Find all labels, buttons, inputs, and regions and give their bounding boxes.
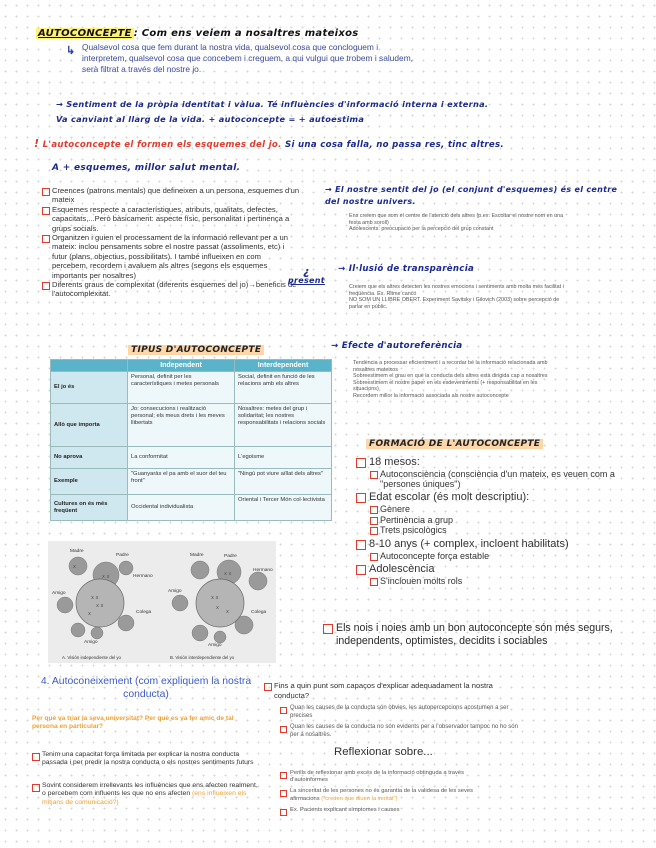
checkbox-icon bbox=[32, 753, 40, 761]
stage-label: 18 mesos: bbox=[369, 456, 420, 468]
diagram-caption-a: A. Visión independiente del yo bbox=[62, 655, 121, 660]
bullet-text: Organitzen i guien el processament de la informació rellevant per a un mateix: inclou pensaments sobre el nostre passat (assoliments, etc) i futur (plans, objectius, possibilitats). I també influeixen en com percebem, recordem i avaluem als altres (segons els esquemes importants per nosaltres) bbox=[52, 233, 288, 280]
reflect-text: Perills de reflexionar amb excés de la informació obtinguda a través d'autoinformes bbox=[290, 770, 464, 784]
checkbox-icon bbox=[42, 282, 50, 290]
annotation-word: present bbox=[288, 276, 325, 285]
intro-arrow-icon: ↳ bbox=[66, 45, 76, 57]
svg-text:x x: x x bbox=[224, 571, 232, 577]
illusion-heading: → Il·lusió de transparència bbox=[338, 264, 475, 274]
stage-item bbox=[356, 491, 646, 504]
formacio-conclusion bbox=[323, 622, 641, 647]
list-item bbox=[42, 186, 304, 205]
tipus-table-wrap bbox=[50, 359, 332, 521]
selfref-heading: → Efecte d'autoreferència bbox=[331, 341, 463, 351]
explain-question-text: Fins a quin punt som capaços d'explicar adequadament la nostra conducta? bbox=[274, 681, 493, 700]
selfref-text-4: Recordem millor la informació associada als nostre autoconcepte bbox=[353, 392, 509, 399]
diagram-label-right: Amigo bbox=[208, 643, 222, 648]
table-row bbox=[51, 469, 332, 495]
checkbox-icon bbox=[370, 527, 378, 535]
checkbox-icon bbox=[42, 188, 50, 196]
bullet-text: Esquemes respecte a característiques, atributs, qualitats, defectes, capacitats,...Però bàsicament: aspecte físic, personalitat i pertinença a grups socials. bbox=[52, 204, 290, 233]
diagram-label-left: Madre bbox=[70, 549, 84, 554]
table-cell: La conformitat bbox=[128, 447, 235, 469]
table-row-header: El jo és bbox=[51, 372, 128, 404]
reflect-heading: Reflexionar sobre... bbox=[334, 746, 433, 758]
stage-item bbox=[356, 538, 646, 551]
table-cell: "Ningú pot viure aïllat dels altres" bbox=[235, 469, 332, 495]
list-item bbox=[32, 751, 258, 768]
checkbox-icon bbox=[42, 235, 50, 243]
checkbox-icon bbox=[264, 683, 272, 691]
diagram-label-left: Padre bbox=[116, 553, 129, 558]
stage-subitem bbox=[370, 551, 646, 562]
checkbox-icon bbox=[280, 790, 287, 797]
checkbox-icon bbox=[280, 707, 287, 714]
checkbox-icon bbox=[370, 553, 378, 561]
checkbox-icon bbox=[32, 784, 40, 792]
stage-label: 8-10 anys (+ complex, incloent habilitats) bbox=[369, 537, 569, 550]
svg-text:x: x bbox=[216, 605, 219, 611]
stage-subitem bbox=[370, 576, 646, 587]
diagram-label-right: Padre bbox=[224, 554, 237, 559]
bullet-text: Creences (patrons mentals) que defineixen a un persona, esquemes d'un mateix bbox=[52, 186, 300, 205]
orange-note: ("creuen que diuen la veritat") bbox=[321, 795, 398, 802]
diagram-label-left: Amigo bbox=[52, 591, 66, 596]
stage-subitem bbox=[370, 469, 646, 489]
table-cell: Nosaltres: metes del grup i solidaritat; les nostres responsabilitats i relacions socials bbox=[235, 404, 332, 447]
diagram-label-right: Hermano bbox=[253, 568, 273, 573]
stage-sub-label: S'inclouen molts rols bbox=[380, 576, 463, 586]
illusion-text-2: NO SOM UN LLIBRE OBERT. Experiment Savitsky i Gilovich (2003) sobre percepció de parlar en públic. bbox=[349, 297, 560, 310]
table-row-header: Cultures on és més freqüent bbox=[51, 495, 128, 521]
checkbox-icon bbox=[356, 540, 366, 550]
title-main: AUTOCONCEPTE bbox=[38, 28, 132, 39]
checkbox-icon bbox=[356, 565, 366, 575]
note-schemes-red: L'autoconcepte el formen els esquemes del jo. bbox=[42, 140, 282, 150]
table-row bbox=[51, 495, 332, 521]
table-cell: Oriental i Tercer Món col·lectivista bbox=[235, 495, 332, 521]
center-text-2: Adolescents: preocupació per la percepció del grup constant bbox=[349, 226, 494, 233]
note-identity-line1: → Sentiment de la pròpia identitat i vàlua. Té influències d'informació interna i externa. bbox=[56, 99, 489, 109]
svg-text:x x: x x bbox=[211, 595, 219, 601]
schemes-heading: A + esquemes, millor salut mental. bbox=[52, 163, 241, 173]
explain-subs bbox=[280, 705, 520, 739]
checkbox-icon bbox=[356, 493, 366, 503]
checkbox-icon bbox=[356, 458, 366, 468]
list-item bbox=[42, 233, 304, 280]
note-schemes bbox=[34, 137, 634, 150]
note-identity bbox=[56, 97, 616, 127]
intro-text: Qualsevol cosa que fem durant la nostra vida, qualsevol cosa que concloguem i interpretem, qualsevol cosa que concebem i creguem, a qui vulgui que trobem i saludem, serà filtrat a través del nostre jo. bbox=[82, 42, 413, 74]
section4-title: 4. Autoconeixement (com expliquem la nostra conducta) bbox=[40, 676, 252, 700]
center-text-1: Ens creiem que som el centre de l'atenció dels altres (p.ex. Escoltar el nostre nom en una festa amb soroll) bbox=[349, 213, 564, 226]
diagram-label-right: Colega bbox=[251, 610, 267, 615]
section4-question: Per què va triar la seva universitat? Per què es va fer amic de tal persona en particular? bbox=[32, 715, 234, 731]
reflect-items bbox=[280, 770, 480, 816]
illusion-text bbox=[349, 284, 569, 310]
bullet-text: Diferents graus de complexitat (diferents esquemes del jo)→beneficis de l'autocomplexitat. bbox=[52, 280, 297, 299]
stage-subitem bbox=[370, 515, 646, 526]
diagram-svg bbox=[48, 541, 276, 663]
sub-text: Quan les causes de la conducta no són evidents per a l'observador tampoc no ho són per a nosaltres. bbox=[290, 724, 518, 738]
svg-text:x x: x x bbox=[96, 603, 104, 609]
checkbox-icon bbox=[280, 809, 287, 816]
note-schemes-blue: Si una cosa falla, no passa res, tinc altres. bbox=[284, 140, 504, 150]
section4-bullets bbox=[32, 751, 258, 807]
illusion-text-1: Creiem que els altres detecten les nostres emocions i sentiments amb molta més facilitat i freqüència. Ex. Ritme cancó bbox=[349, 284, 564, 297]
tipus-heading: TIPUS D'AUTOCONCEPTE bbox=[128, 345, 264, 355]
list-item bbox=[280, 724, 520, 739]
bullet-text: Sovint considerem irrellevants les influències que ens afecten realment, o percebem com influents les que no ens afecten bbox=[42, 781, 258, 798]
stage-subitem bbox=[370, 525, 646, 536]
reflect-text: Ex. Pacients explicant símptomes i causes bbox=[290, 806, 400, 813]
checkbox-icon bbox=[370, 506, 378, 514]
reflect-text: La sinceritat de les persones no és garantia de la validesa de les seves afirmacions bbox=[290, 788, 474, 802]
svg-text:x x: x x bbox=[91, 595, 99, 601]
diagram-label-left: Colega bbox=[136, 610, 152, 615]
table-row bbox=[51, 447, 332, 469]
table-cell: Jo: consecucions i realització personal; els meus drets i les meves llibertats bbox=[128, 404, 235, 447]
formacio-list bbox=[356, 456, 646, 587]
table-row bbox=[51, 372, 332, 404]
diagram-label-left: Hermano bbox=[133, 574, 153, 579]
sub-text: Quan les causes de la conducta són òbvies, les autopercepcions acostumen a ser precises bbox=[290, 705, 509, 719]
stage-label: Edat escolar (és molt descriptiu): bbox=[369, 491, 530, 503]
table-row-header: Exemple bbox=[51, 469, 128, 495]
table-cell: Social, definit en funció de les relacions amb els altres bbox=[235, 372, 332, 404]
diagram-label-right: Amigo bbox=[168, 589, 182, 594]
diagram-caption-b: B. Visión interdependiente del yo bbox=[170, 655, 235, 660]
checkbox-icon bbox=[370, 471, 378, 479]
stage-sub-label: Autoconcepte força estable bbox=[380, 550, 490, 561]
table-header bbox=[51, 360, 128, 372]
checkbox-icon bbox=[280, 726, 287, 733]
list-item bbox=[32, 782, 258, 807]
table-header: Independent bbox=[128, 360, 235, 372]
stage-sub-label: Trets psicològics bbox=[380, 525, 447, 535]
selfref-text-2: Sobreestimem el grau en què la conducta dels altres està dirigida cap a nosaltres bbox=[353, 373, 548, 380]
list-item bbox=[280, 807, 480, 816]
svg-text:x x: x x bbox=[102, 574, 110, 580]
center-text bbox=[349, 213, 571, 233]
checkbox-icon bbox=[42, 207, 50, 215]
orange-note: (ens influeixen els mitjans de comunicació?) bbox=[42, 790, 247, 806]
note-identity-line2: Va canviant al llarg de la vida. + autoconcepte = + autoestima bbox=[56, 114, 365, 124]
table-row bbox=[51, 404, 332, 447]
table-cell: L'egoisme bbox=[235, 447, 332, 469]
table-row-header: No aprova bbox=[51, 447, 128, 469]
warning-icon: ! bbox=[34, 137, 40, 150]
table-cell: "Guanyaràs el pa amb el suor del teu front" bbox=[128, 469, 235, 495]
stage-item bbox=[356, 563, 646, 576]
list-item bbox=[42, 280, 304, 299]
table-cell: Occidental individualista bbox=[128, 495, 235, 521]
left-bullets bbox=[42, 186, 304, 299]
diagram-label-right: Madre bbox=[190, 553, 204, 558]
list-item bbox=[280, 705, 520, 720]
formacio-heading: FORMACIÓ DE L'AUTOCONCEPTE bbox=[366, 439, 543, 449]
selfref-text-3: Sobreestimem el nostre paper en els esdeveniments (+ responsabilitat en les situacions) bbox=[353, 379, 538, 393]
tipus-table bbox=[50, 359, 332, 521]
table-header: Interdependent bbox=[235, 360, 332, 372]
diagram-label-left: Amigo bbox=[84, 640, 98, 645]
selfref-text bbox=[353, 360, 563, 400]
table-cell: Personal, definit per les característiques i metes personals bbox=[128, 372, 235, 404]
page-title bbox=[36, 28, 359, 39]
explain-question bbox=[264, 681, 524, 701]
annotation-question: ¿ bbox=[303, 265, 310, 278]
stage-sub-label: Pertinència a grup bbox=[380, 514, 454, 525]
svg-text:x: x bbox=[226, 609, 229, 615]
center-heading: → El nostre sentit del jo (el conjunt d'esquemes) és el centre del nostre univers. bbox=[325, 185, 618, 206]
annotation-present bbox=[288, 267, 325, 285]
stage-sub-label: Gènere bbox=[380, 504, 411, 514]
svg-text:x: x bbox=[73, 564, 76, 570]
table-header-row bbox=[51, 360, 332, 372]
list-item bbox=[42, 205, 304, 233]
selfref-text-1: Tendència a processar eficientment i a recordar bé la informació relacionada amb nosaltres mateixos bbox=[353, 360, 548, 373]
intro-block bbox=[66, 42, 421, 75]
checkbox-icon bbox=[370, 578, 378, 586]
svg-text:x: x bbox=[88, 611, 91, 617]
checkbox-icon bbox=[280, 772, 287, 779]
bullet-text: Tenim una capacitat força limitada per explicar la nostra conducta passada i per predir la nostra conducta o els nostres sentiments futurs bbox=[42, 751, 254, 767]
checkbox-icon bbox=[370, 517, 378, 525]
conclusion-text: Els nois i noies amb un bon autoconcepte són més segurs, independents, optimistes, decidits i sociables bbox=[336, 622, 613, 647]
title-rest: : Com ens veiem a nosaltres mateixos bbox=[133, 28, 359, 39]
stage-item bbox=[356, 456, 646, 469]
self-view-diagram bbox=[48, 541, 276, 663]
stage-label: Adolescència bbox=[369, 563, 435, 575]
table-row-header: Allò que importa bbox=[51, 404, 128, 447]
list-item bbox=[280, 770, 480, 784]
stage-subitem bbox=[370, 504, 646, 515]
stage-sub-label: Autoconsciència (consciència d'un mateix, es veuen com a "persones úniques") bbox=[380, 469, 615, 489]
list-item bbox=[280, 788, 480, 802]
checkbox-icon bbox=[323, 624, 333, 634]
